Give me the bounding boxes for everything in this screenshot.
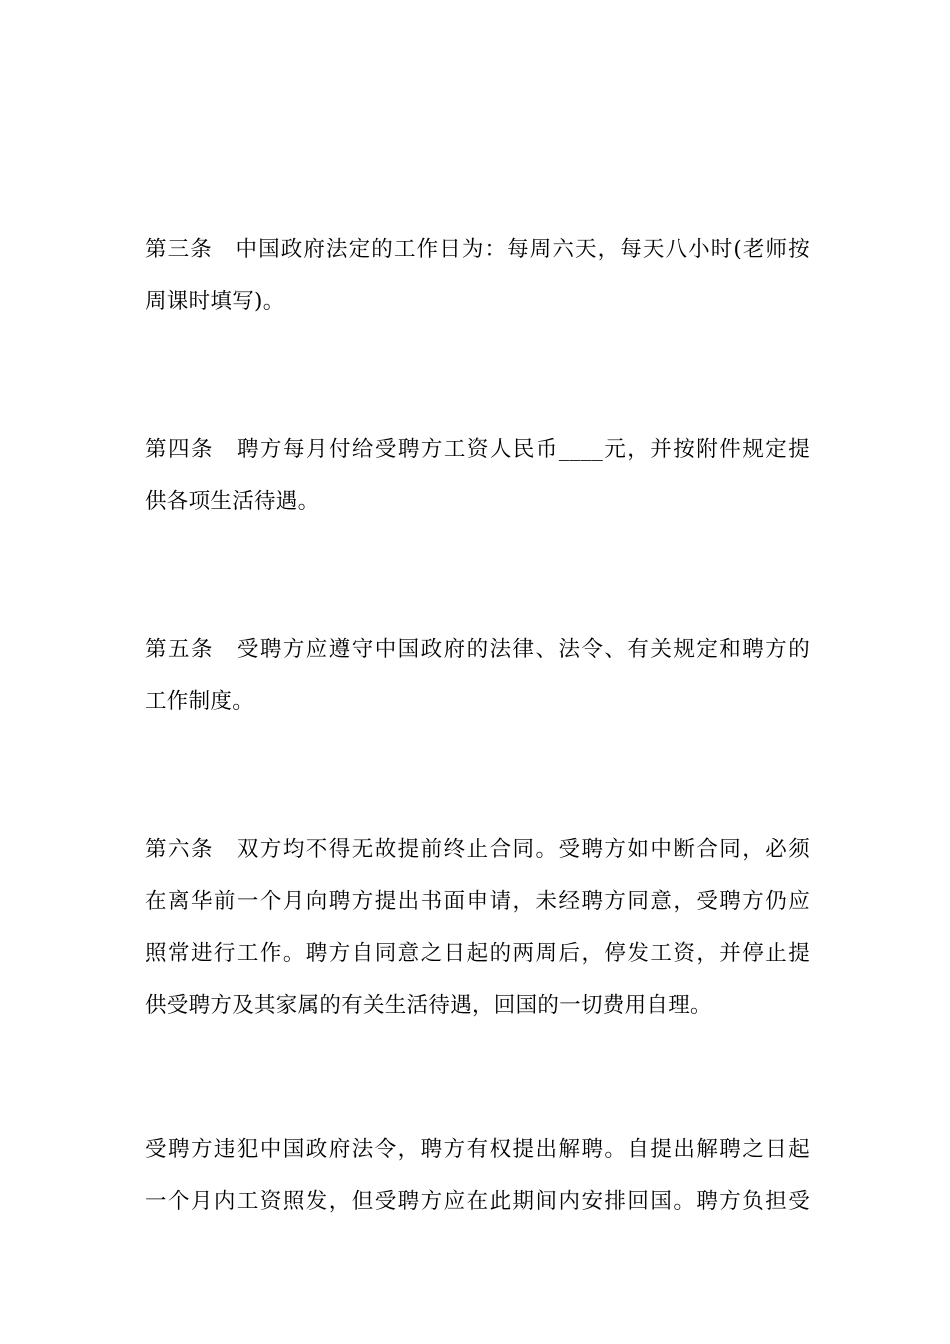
- article-6-paragraph: [145, 824, 810, 1032]
- paragraph-line: 第五条 受聘方应遵守中国政府的法律、法令、有关规定和聘方的: [145, 637, 810, 662]
- paragraph-line: 供受聘方及其家属的有关生活待遇，回国的一切费用自理。: [145, 993, 712, 1018]
- paragraph-line: 受聘方违犯中国政府法令，聘方有权提出解聘。自提出解聘之日起: [145, 1137, 810, 1162]
- article-3-paragraph: [145, 224, 810, 328]
- paragraph-line: 周课时填写)。: [145, 289, 285, 314]
- paragraph-line: 工作制度。: [145, 689, 255, 714]
- paragraph-line: 一个月内工资照发，但受聘方应在此期间内安排回国。聘方负担受: [145, 1189, 810, 1214]
- paragraph-line: 照常进行工作。聘方自同意之日起的两周后，停发工资，并停止提: [145, 941, 810, 966]
- paragraph-line: 供各项生活待遇。: [145, 489, 320, 514]
- paragraph-line: 第六条 双方均不得无故提前终止合同。受聘方如中断合同，必须: [145, 837, 810, 862]
- article-4-paragraph: [145, 424, 810, 528]
- paragraph-line: 在离华前一个月向聘方提出书面申请，未经聘方同意，受聘方仍应: [145, 889, 810, 914]
- paragraph-line: 第四条 聘方每月付给受聘方工资人民币____元，并按附件规定提: [145, 437, 810, 462]
- article-5-paragraph: [145, 624, 810, 728]
- dismissal-paragraph: [145, 1124, 810, 1228]
- paragraph-line: 第三条 中国政府法定的工作日为：每周六天，每天八小时(老师按: [145, 237, 810, 262]
